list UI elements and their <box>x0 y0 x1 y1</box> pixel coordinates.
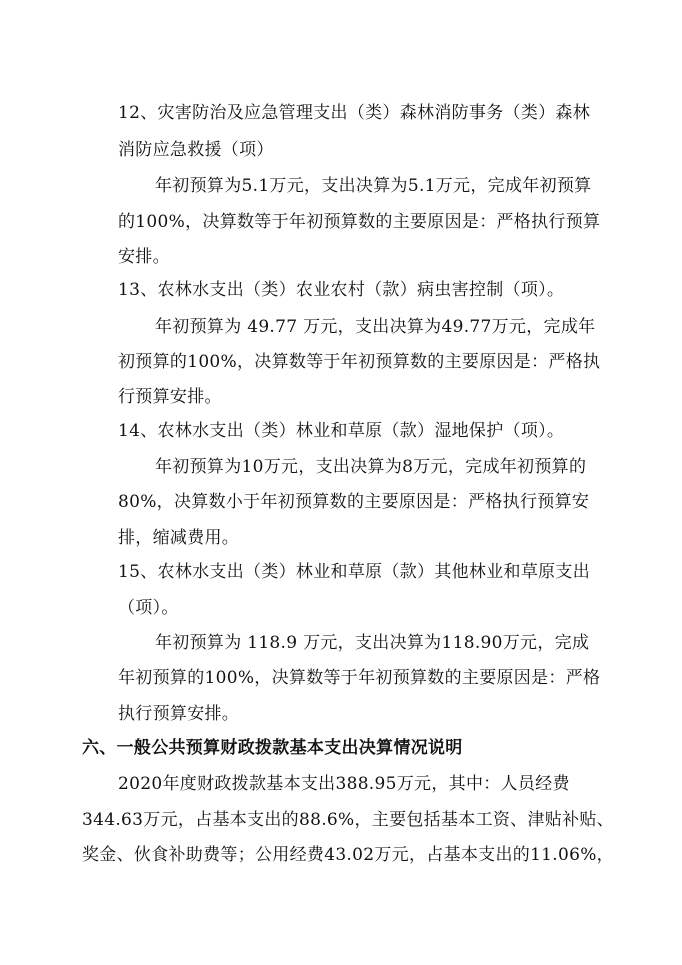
section-paragraph-line-1: 2020年度财政拨款基本支出388.95万元，其中：人员经费 <box>118 774 570 794</box>
item-14-body-line-3: 排，缩减费用。 <box>118 528 240 548</box>
item-14-title-line-1: 14、农林水支出（类）林业和草原（款）湿地保护（项）。 <box>118 421 565 441</box>
item-13-body-line-3: 行预算安排。 <box>118 387 222 407</box>
item-12-title-line-2: 消防应急救援（项） <box>118 140 274 160</box>
item-15-body-line-1: 年初预算为 118.9 万元，支出决算为118.90万元，完成 <box>155 633 590 653</box>
item-12-body-line-2: 的100%，决算数等于年初预算数的主要原因是：严格执行预算 <box>118 212 601 232</box>
section-paragraph-line-3: 奖金、伙食补助费等；公用经费43.02万元，占基本支出的11.06%， <box>82 845 614 865</box>
item-12-body-line-1: 年初预算为5.1万元，支出决算为5.1万元，完成年初预算 <box>155 176 592 196</box>
item-15-title-line-1: 15、农林水支出（类）林业和草原（款）其他林业和草原支出 <box>118 562 591 582</box>
item-15-body-line-3: 执行预算安排。 <box>118 704 240 724</box>
item-12-body-line-3: 安排。 <box>118 247 170 267</box>
item-15-body-line-2: 年初预算的100%，决算数等于年初预算数的主要原因是：严格 <box>118 668 601 688</box>
item-15-title-line-2: （项）。 <box>118 598 179 618</box>
item-13-body-line-1: 年初预算为 49.77 万元，支出决算为49.77万元，完成年 <box>155 317 596 337</box>
section-heading: 六、一般公共预算财政拨款基本支出决算情况说明 <box>82 738 463 758</box>
item-14-body-line-1: 年初预算为10万元，支出决算为8万元，完成年初预算的 <box>155 457 587 477</box>
item-14-body-line-2: 80%，决算数小于年初预算数的主要原因是：严格执行预算安 <box>118 492 590 512</box>
item-13-title-line-1: 13、农林水支出（类）农业农村（款）病虫害控制（项）。 <box>118 280 565 300</box>
section-paragraph-line-2: 344.63万元，占基本支出的88.6%，主要包括基本工资、津贴补贴、 <box>82 810 614 830</box>
item-12-title-line-1: 12、灾害防治及应急管理支出（类）森林消防事务（类）森林 <box>118 103 591 123</box>
item-13-body-line-2: 初预算的100%，决算数等于年初预算数的主要原因是：严格执 <box>118 352 601 372</box>
